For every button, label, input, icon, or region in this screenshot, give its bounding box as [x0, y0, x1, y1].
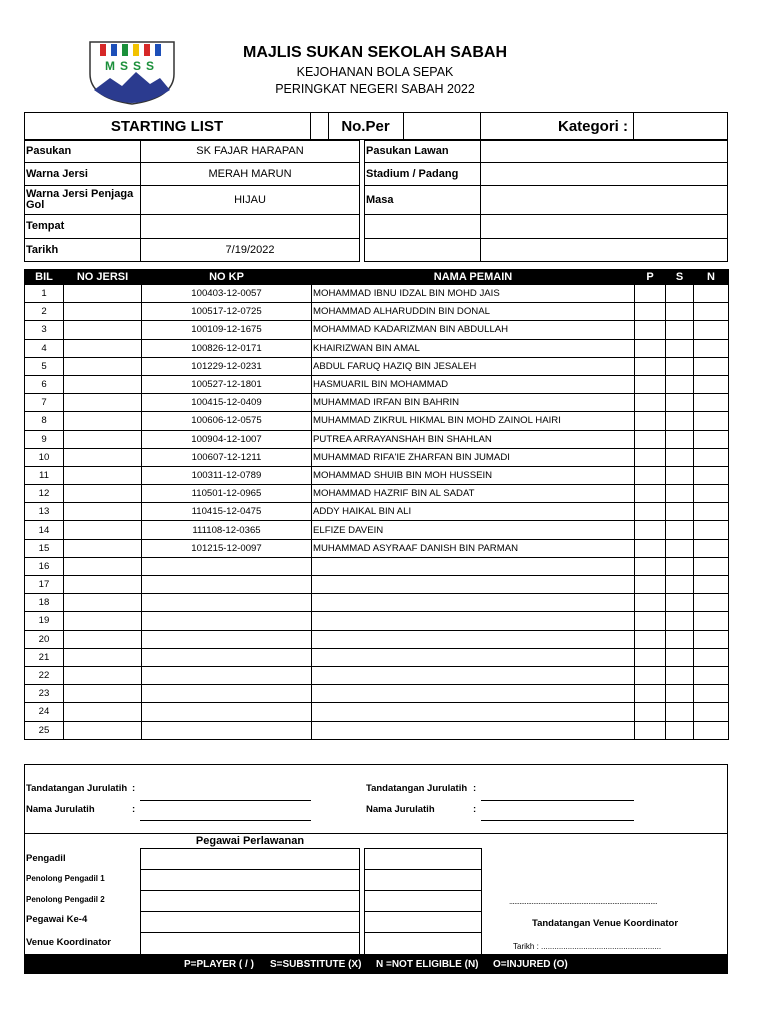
venue-tarikh-dots[interactable]: ...................................................... [541, 942, 662, 951]
officials-signature-boxes [364, 848, 482, 955]
logo-stripe [111, 44, 117, 56]
no-kp-cell[interactable] [142, 666, 312, 684]
s-cell[interactable] [666, 394, 694, 412]
bil-cell: 23 [25, 685, 64, 703]
no-jersi-cell[interactable] [64, 357, 142, 375]
p-cell[interactable] [635, 721, 666, 739]
n-cell[interactable] [694, 557, 729, 575]
no-jersi-cell[interactable] [64, 539, 142, 557]
s-cell[interactable] [666, 430, 694, 448]
player-row [25, 339, 729, 357]
col-p: P [635, 270, 666, 285]
p-cell[interactable] [635, 412, 666, 430]
p-cell[interactable] [635, 466, 666, 484]
page-subtitle-event: KEJOHANAN BOLA SEPAK [296, 65, 454, 79]
nama-pemain-cell[interactable]: MOHAMMAD ALHARUDDIN BIN DONAL [312, 303, 635, 321]
legend-bar [24, 955, 728, 974]
nama-pemain-cell[interactable]: MUHAMMAD ZIKRUL HIKMAL BIN MOHD ZAINOL HAIRI [312, 412, 635, 430]
venue-coordinator-signature-label: Tandatangan Venue Koordinator [532, 918, 679, 929]
player-table [24, 269, 729, 740]
no-kp-cell[interactable] [142, 594, 312, 612]
no-jersi-cell[interactable] [64, 703, 142, 721]
logo-text: MSSS [104, 59, 160, 73]
bil-cell: 22 [25, 666, 64, 684]
p-cell[interactable] [635, 576, 666, 594]
no-jersi-cell[interactable] [64, 721, 142, 739]
nama-pemain-cell[interactable]: MUHAMMAD IRFAN BIN BAHRIN [312, 394, 635, 412]
player-row [25, 666, 729, 684]
p-cell[interactable] [635, 357, 666, 375]
pasukan-label: Pasukan [26, 145, 72, 157]
n-cell[interactable] [694, 375, 729, 393]
nama-pemain-cell[interactable]: PUTREA ARRAYANSHAH BIN SHAHLAN [312, 430, 635, 448]
bil-cell: 12 [25, 485, 64, 503]
venue-koordinator-label: Venue Koordinator [26, 937, 111, 948]
logo-stripe [155, 44, 161, 56]
warna-jersi-label: Warna Jersi [26, 167, 88, 180]
player-row [25, 612, 729, 630]
venue-signature-dots: ...................................................................................... [509, 897, 658, 906]
no-kp-cell[interactable]: 110415-12-0475 [142, 503, 312, 521]
player-row [25, 594, 729, 612]
logo-stripe [100, 44, 106, 56]
n-cell[interactable] [694, 685, 729, 703]
player-row [25, 448, 729, 466]
no-kp-cell[interactable] [142, 685, 312, 703]
page-title: MAJLIS SUKAN SEKOLAH SABAH [242, 44, 507, 61]
no-jersi-cell[interactable] [64, 485, 142, 503]
page-subtitle-level: PERINGKAT NEGERI SABAH 2022 [275, 82, 475, 96]
no-kp-cell[interactable]: 110501-12-0965 [142, 485, 312, 503]
p-cell[interactable] [635, 321, 666, 339]
officials-title: Pegawai Perlawanan [195, 835, 305, 847]
n-cell[interactable] [694, 285, 729, 303]
bil-cell: 3 [25, 321, 64, 339]
p-cell[interactable] [635, 630, 666, 648]
nama-pemain-cell[interactable] [312, 648, 635, 666]
p-cell[interactable] [635, 430, 666, 448]
p-cell[interactable] [635, 375, 666, 393]
s-cell[interactable] [666, 339, 694, 357]
pengadil-label: Pengadil [26, 853, 66, 864]
no-jersi-cell[interactable] [64, 612, 142, 630]
col-no-jersi: NO JERSI [64, 270, 142, 285]
nama-pemain-cell[interactable]: MOHAMMAD HAZRIF BIN AL SADAT [312, 485, 635, 503]
bil-cell: 20 [25, 630, 64, 648]
bil-cell: 5 [25, 357, 64, 375]
msss-logo [88, 40, 176, 106]
msss-logo-image [88, 40, 176, 106]
bil-cell: 1 [25, 285, 64, 303]
s-cell[interactable] [666, 703, 694, 721]
s-cell[interactable] [666, 630, 694, 648]
bil-cell: 24 [25, 703, 64, 721]
venue-tarikh-label: Tarikh : [513, 942, 539, 951]
pasukan-lawan-field[interactable] [480, 140, 728, 162]
no-jersi-cell[interactable] [64, 285, 142, 303]
no-kp-cell[interactable] [142, 557, 312, 575]
player-row [25, 412, 729, 430]
nama-pemain-cell[interactable] [312, 576, 635, 594]
p-cell[interactable] [635, 285, 666, 303]
s-cell[interactable] [666, 594, 694, 612]
bil-cell: 13 [25, 503, 64, 521]
n-cell[interactable] [694, 321, 729, 339]
p-cell[interactable] [635, 648, 666, 666]
no-jersi-cell[interactable] [64, 521, 142, 539]
p-cell[interactable] [635, 594, 666, 612]
nama-pemain-cell[interactable]: MUHAMMAD ASYRAAF DANISH BIN PARMAN [312, 539, 635, 557]
colon: : [132, 783, 136, 794]
s-cell[interactable] [666, 285, 694, 303]
s-cell[interactable] [666, 321, 694, 339]
n-cell[interactable] [694, 466, 729, 484]
bil-cell: 17 [25, 576, 64, 594]
no-jersi-cell[interactable] [64, 430, 142, 448]
nama-pemain-cell[interactable] [312, 685, 635, 703]
n-cell[interactable] [694, 485, 729, 503]
pasukan-value[interactable]: SK FAJAR HARAPAN [196, 145, 304, 157]
no-jersi-cell[interactable] [64, 557, 142, 575]
bil-cell: 11 [25, 466, 64, 484]
bil-cell: 4 [25, 339, 64, 357]
pasukan-lawan-label: Pasukan Lawan [366, 145, 449, 157]
n-cell[interactable] [694, 394, 729, 412]
n-cell[interactable] [694, 539, 729, 557]
bil-cell: 7 [25, 394, 64, 412]
n-cell[interactable] [694, 521, 729, 539]
player-row [25, 576, 729, 594]
coach-signature-line-left[interactable] [140, 800, 311, 801]
warna-jersi-penjaga-gol-label: Warna Jersi Penjaga Gol [26, 187, 134, 211]
nama-pemain-cell[interactable] [312, 557, 635, 575]
player-row [25, 303, 729, 321]
coach-name-line-right[interactable] [481, 820, 634, 821]
p-cell[interactable] [635, 448, 666, 466]
venue-tarikh-line [513, 942, 661, 951]
n-cell[interactable] [694, 721, 729, 739]
starting-list-title: STARTING LIST [110, 117, 224, 135]
p-cell[interactable] [635, 503, 666, 521]
n-cell[interactable] [694, 339, 729, 357]
n-cell[interactable] [694, 503, 729, 521]
tempat-value[interactable] [140, 214, 360, 238]
tarikh-label: Tarikh [26, 244, 59, 256]
no-jersi-cell[interactable] [64, 375, 142, 393]
no-kp-cell[interactable]: 100415-12-0409 [142, 394, 312, 412]
nama-pemain-cell[interactable]: KHAIRIZWAN BIN AMAL [312, 339, 635, 357]
n-cell[interactable] [694, 630, 729, 648]
no-kp-cell[interactable]: 100517-12-0725 [142, 303, 312, 321]
bil-cell: 9 [25, 430, 64, 448]
warna-jersi-value[interactable]: MERAH MARUN [208, 167, 292, 180]
nama-pemain-cell[interactable]: MUHAMMAD RIFA'IE ZHARFAN BIN JUMADI [312, 448, 635, 466]
legend-player: P=PLAYER ( / ) [184, 959, 254, 970]
s-cell[interactable] [666, 375, 694, 393]
stadium-padang-label: Stadium / Padang [366, 167, 459, 180]
s-cell[interactable] [666, 612, 694, 630]
bil-cell: 6 [25, 375, 64, 393]
bil-cell: 2 [25, 303, 64, 321]
no-kp-cell[interactable]: 111108-12-0365 [142, 521, 312, 539]
s-cell[interactable] [666, 521, 694, 539]
bil-cell: 8 [25, 412, 64, 430]
player-row [25, 503, 729, 521]
nama-pemain-cell[interactable] [312, 630, 635, 648]
colon: : [473, 804, 477, 815]
s-cell[interactable] [666, 648, 694, 666]
player-row [25, 721, 729, 739]
masa-label: Masa [366, 193, 394, 206]
no-jersi-cell[interactable] [64, 339, 142, 357]
p-cell[interactable] [635, 521, 666, 539]
n-cell[interactable] [694, 612, 729, 630]
player-row [25, 430, 729, 448]
no-jersi-cell[interactable] [64, 321, 142, 339]
nama-pemain-cell[interactable] [312, 612, 635, 630]
no-jersi-cell[interactable] [64, 594, 142, 612]
n-cell[interactable] [694, 448, 729, 466]
player-row [25, 557, 729, 575]
no-jersi-cell[interactable] [64, 503, 142, 521]
player-row [25, 521, 729, 539]
no-jersi-cell[interactable] [64, 630, 142, 648]
player-row [25, 685, 729, 703]
nama-pemain-cell[interactable] [312, 721, 635, 739]
legend-injured: O=INJURED (O) [493, 959, 568, 970]
col-bil: BIL [25, 270, 64, 285]
no-kp-cell[interactable] [142, 648, 312, 666]
bil-cell: 25 [25, 721, 64, 739]
logo-stripe [144, 44, 150, 56]
nama-pemain-cell[interactable]: MOHAMMAD IBNU IDZAL BIN MOHD JAIS [312, 285, 635, 303]
no-kp-cell[interactable] [142, 630, 312, 648]
col-nama-pemain: NAMA PEMAIN [312, 270, 635, 285]
player-row [25, 394, 729, 412]
no-kp-cell[interactable]: 101229-12-0231 [142, 357, 312, 375]
bil-cell: 15 [25, 539, 64, 557]
player-row [25, 539, 729, 557]
s-cell[interactable] [666, 666, 694, 684]
p-cell[interactable] [635, 557, 666, 575]
coach-name-label-left: Nama Jurulatih [26, 804, 95, 815]
no-jersi-cell[interactable] [64, 394, 142, 412]
bil-cell: 10 [25, 448, 64, 466]
n-cell[interactable] [694, 430, 729, 448]
no-jersi-cell[interactable] [64, 412, 142, 430]
s-cell[interactable] [666, 448, 694, 466]
no-jersi-cell[interactable] [64, 648, 142, 666]
n-cell[interactable] [694, 594, 729, 612]
penolong-pengadil-1-label: Penolong Pengadil 1 [26, 874, 105, 883]
player-row [25, 321, 729, 339]
nama-pemain-cell[interactable]: HASMUARIL BIN MOHAMMAD [312, 375, 635, 393]
no-kp-cell[interactable]: 100826-12-0171 [142, 339, 312, 357]
no-kp-cell[interactable]: 101215-12-0097 [142, 539, 312, 557]
p-cell[interactable] [635, 685, 666, 703]
no-kp-cell[interactable]: 100311-12-0789 [142, 466, 312, 484]
no-kp-cell[interactable]: 100403-12-0057 [142, 285, 312, 303]
p-cell[interactable] [635, 485, 666, 503]
coach-signature-line-right[interactable] [481, 800, 634, 801]
player-row [25, 357, 729, 375]
bil-cell: 18 [25, 594, 64, 612]
no-jersi-cell[interactable] [64, 685, 142, 703]
s-cell[interactable] [666, 466, 694, 484]
no-jersi-cell[interactable] [64, 303, 142, 321]
s-cell[interactable] [666, 539, 694, 557]
col-s: S [666, 270, 694, 285]
p-cell[interactable] [635, 394, 666, 412]
no-per-field[interactable] [403, 112, 480, 140]
player-row [25, 466, 729, 484]
n-cell[interactable] [694, 303, 729, 321]
no-kp-cell[interactable]: 100606-12-0575 [142, 412, 312, 430]
p-cell[interactable] [635, 339, 666, 357]
p-cell[interactable] [635, 703, 666, 721]
player-row [25, 630, 729, 648]
no-jersi-cell[interactable] [64, 666, 142, 684]
tempat-label: Tempat [26, 220, 65, 232]
player-row [25, 485, 729, 503]
p-cell[interactable] [635, 612, 666, 630]
s-cell[interactable] [666, 576, 694, 594]
s-cell[interactable] [666, 303, 694, 321]
no-jersi-cell[interactable] [64, 466, 142, 484]
n-cell[interactable] [694, 412, 729, 430]
nama-pemain-cell[interactable]: ELFIZE DAVEIN [312, 521, 635, 539]
s-cell[interactable] [666, 357, 694, 375]
bil-cell: 16 [25, 557, 64, 575]
colon: : [132, 804, 136, 815]
warna-jersi-penjaga-gol-value[interactable]: HIJAU [234, 193, 266, 206]
player-row [25, 285, 729, 303]
legend-not-eligible: N =NOT ELIGIBLE (N) [376, 959, 479, 970]
no-kp-cell[interactable]: 100607-12-1211 [142, 448, 312, 466]
kategori-label: Kategori : [557, 117, 628, 135]
player-row [25, 703, 729, 721]
kategori-field[interactable] [633, 112, 728, 140]
coach-signature-label-left: Tandatangan Jurulatih [26, 783, 128, 794]
pegawai-ke-4-label: Pegawai Ke-4 [26, 914, 88, 925]
stadium-padang-field[interactable] [480, 162, 728, 185]
no-kp-cell[interactable] [142, 576, 312, 594]
nama-pemain-cell[interactable]: ABDUL FARUQ HAZIQ BIN JESALEH [312, 357, 635, 375]
col-n: N [694, 270, 729, 285]
p-cell[interactable] [635, 666, 666, 684]
p-cell[interactable] [635, 303, 666, 321]
nama-pemain-cell[interactable]: MOHAMMAD KADARIZMAN BIN ABDULLAH [312, 321, 635, 339]
bil-cell: 21 [25, 648, 64, 666]
n-cell[interactable] [694, 703, 729, 721]
player-row [25, 648, 729, 666]
coach-signature-label-right: Tandatangan Jurulatih [366, 783, 468, 794]
n-cell[interactable] [694, 357, 729, 375]
nama-pemain-cell[interactable] [312, 666, 635, 684]
s-cell[interactable] [666, 685, 694, 703]
no-jersi-cell[interactable] [64, 576, 142, 594]
no-kp-cell[interactable]: 100109-12-1675 [142, 321, 312, 339]
officials-name-boxes [140, 848, 360, 955]
no-kp-cell[interactable] [142, 612, 312, 630]
player-table-header [25, 270, 729, 285]
no-kp-cell[interactable]: 100904-12-1007 [142, 430, 312, 448]
nama-pemain-cell[interactable]: MOHAMMAD SHUIB BIN MOH HUSSEIN [312, 466, 635, 484]
logo-stripe [122, 44, 128, 56]
masa-field[interactable] [480, 185, 728, 214]
bil-cell: 19 [25, 612, 64, 630]
nama-pemain-cell[interactable] [312, 703, 635, 721]
colon: : [473, 783, 477, 794]
nama-pemain-cell[interactable]: ADDY HAIKAL BIN ALI [312, 503, 635, 521]
penolong-pengadil-2-label: Penolong Pengadil 2 [26, 895, 105, 904]
n-cell[interactable] [694, 666, 729, 684]
coach-name-label-right: Nama Jurulatih [366, 804, 435, 815]
no-per-label: No.Per [341, 117, 390, 135]
s-cell[interactable] [666, 557, 694, 575]
no-kp-cell[interactable] [142, 721, 312, 739]
tarikh-value[interactable]: 7/19/2022 [225, 244, 275, 256]
nama-pemain-cell[interactable] [312, 594, 635, 612]
coach-name-line-left[interactable] [140, 820, 311, 821]
bil-cell: 14 [25, 521, 64, 539]
no-kp-cell[interactable] [142, 703, 312, 721]
logo-stripe [133, 44, 139, 56]
legend-substitute: S=SUBSTITUTE (X) [270, 959, 362, 970]
p-cell[interactable] [635, 539, 666, 557]
n-cell[interactable] [694, 576, 729, 594]
no-jersi-cell[interactable] [64, 448, 142, 466]
s-cell[interactable] [666, 503, 694, 521]
player-row [25, 375, 729, 393]
s-cell[interactable] [666, 485, 694, 503]
s-cell[interactable] [666, 721, 694, 739]
no-kp-cell[interactable]: 100527-12-1801 [142, 375, 312, 393]
col-no-kp: NO KP [142, 270, 312, 285]
s-cell[interactable] [666, 412, 694, 430]
n-cell[interactable] [694, 648, 729, 666]
